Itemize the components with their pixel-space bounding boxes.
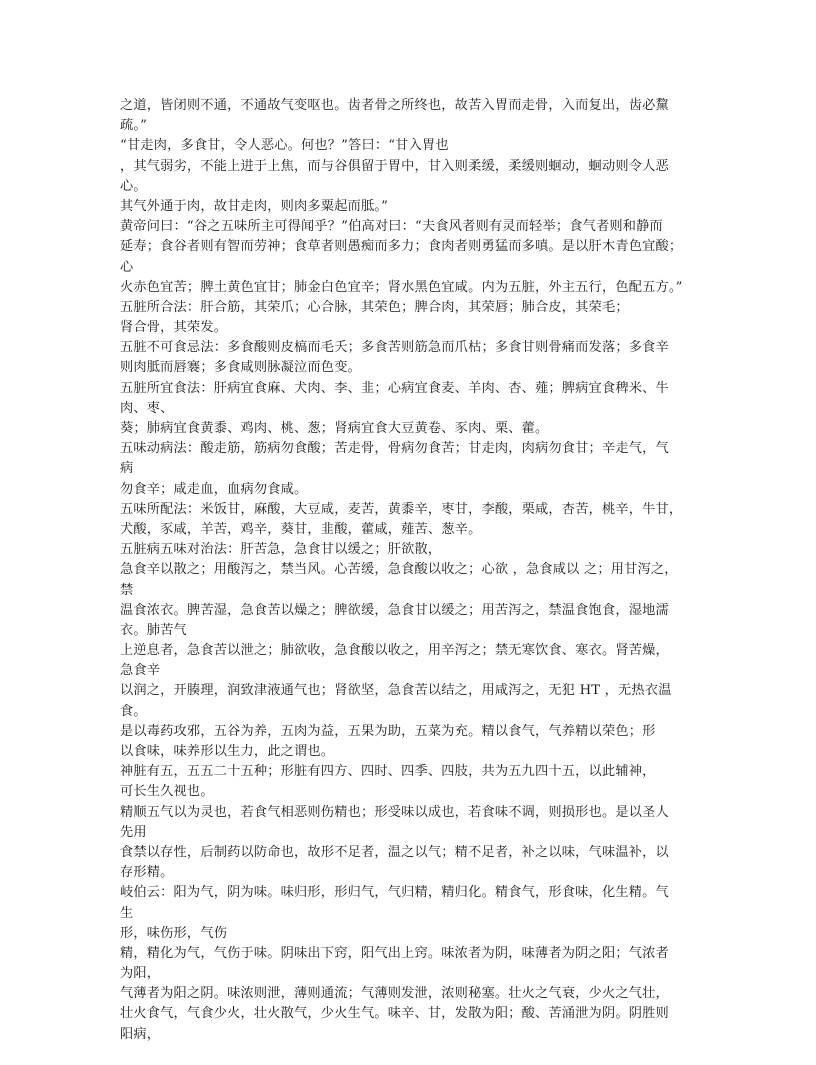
text-line: 心。 [120,178,147,194]
text-line: 勿食辛；咸走血，血病勿食咸。 [120,481,308,497]
text-line: 阳病， [120,1026,161,1042]
text-line: 五味所配法：米饭甘，麻酸，大豆咸，麦苦，黄黍辛，枣甘，李酸，栗咸，杏苦，桃辛，牛甘， [120,501,683,517]
text-line: 食。 [120,703,147,719]
text-line: ，其气弱劣，不能上进于上焦，而与谷俱留于胃中，甘入则柔缓，柔缓则蛔动，蛔动则令人恶 [120,158,669,174]
text-line: 疏。” [120,118,148,134]
text-line: 为阳， [120,966,161,982]
text-line: 葵；肺病宜食黄黍、鸡肉、桃、葱；肾病宜食大豆黄卷、豕肉、栗、藿。 [120,421,549,436]
document-page [120,96,700,1065]
text-line [120,1045,700,1065]
text-line: 肉、枣、 [120,400,174,416]
text-line: “甘走肉，多食甘，令人恶心。何也？”答曰：“甘入胃也 [120,138,449,154]
text-line: 以润之，开腠理，润致津液通气也；肾欲坚，急食苦以结之，用咸泻之，无犯 HT ，无热衣温 [120,683,672,699]
text-line: 上逆息者，急食苦以泄之；肺欲收，急食酸以收之，用辛泻之；禁无寒饮食、寒衣。肾苦燥， [120,643,669,659]
text-line: 急食辛 [120,663,161,679]
text-line: 五脏所宜食法：肝病宜食麻、犬肉、李、韭；心病宜食麦、羊肉、杏、薤；脾病宜食稗米、牛 [120,380,669,396]
text-line: 禁 [120,582,134,598]
text-line: 精顺五气以为灵也，若食气相恶则伤精也；形受味以成也，若食味不调，则损形也。是以圣人 [120,804,669,820]
text-line: 岐伯云：阳为气，阴为味。味归形，形归气，气归精，精归化。精食气，形食味，化生精。气 [120,885,669,901]
text-line: 精，精化为气，气伤于味。阴味出下窍，阳气出上窍。味浓者为阴，味薄者为阴之阳；气浓者 [120,945,669,961]
text-line: 存形精。 [120,865,174,881]
text-line: 五脏所合法：肝合筋，其荣爪；心合脉，其荣色；脾合肉，其荣唇；肺合皮，其荣毛； [120,299,629,315]
text-line: 五脏不可食忌法：多食酸则皮槁而毛夭；多食苦则筋急而爪枯；多食甘则骨痛而发落；多食辛 [120,340,669,356]
text-line: 心 [120,259,134,275]
text-line: 可长生久视也。 [120,784,214,800]
text-line: 气薄者为阳之阴。味浓则泄，薄则通流；气薄则发泄，浓则秘塞。壮火之气衰，少火之气壮， [120,986,669,1002]
text-line: 肾合骨，其荣发。 [120,320,228,336]
text-line: 五脏病五味对治法：肝苦急，急食甘以缓之；肝欲散， [120,542,442,558]
text-line: 食禁以存性，后制药以防命也，故形不足者，温之以气；精不足者，补之以味，气味温补，以 [120,844,669,860]
text-line: 犬酸，豕咸，羊苦，鸡辛，葵甘，韭酸，藿咸，薤苦、葱辛。 [120,521,482,537]
text-line: 是以毒药攻邪，五谷为养，五肉为益，五果为助，五菜为充。精以食气，气养精以荣色；形 [120,723,656,739]
text-line: 其气外通于肉，故甘走肉，则肉多粟起而胝。” [120,198,389,214]
text-line: 则肉胝而唇褰；多食咸则脉凝泣而色变。 [120,360,361,376]
text-line: 之道，皆闭则不通，不通故气变呕也。齿者骨之所终也，故苦入胃而走骨，入而复出，齿必黧 [120,98,669,113]
text-line: 急食辛以散之；用酸泻之，禁当风。心苦缓，急食酸以收之；心欲 ，急食咸以 之；用甘泻之， [120,562,678,578]
text-line: 衣。肺苦气 [120,622,187,638]
text-line: 神脏有五，五五二十五种；形脏有四方、四时、四季、四肢，共为五九四十五，以此辅神， [120,764,656,780]
text-line: 五味动病法：酸走筋，筋病勿食酸；苦走骨，骨病勿食苦；甘走肉，肉病勿食甘；辛走气，气 [120,441,669,457]
text-line: 壮火食气，气食少火，壮火散气，少火生气。味辛、甘，发散为阳；酸、苦涌泄为阴。阴胜则 [120,1006,669,1022]
text-line: 先用 [120,824,147,840]
text-line: 以食味，味养形以生力，此之谓也。 [120,744,335,759]
text-line: 延寿；食谷者则有智而劳神；食草者则愚痴而多力；食肉者则勇猛而多嗔。是以肝木青色宜酸； [120,239,683,255]
text-line: 黄帝问曰：“谷之五味所主可得闻乎？”伯高对曰：“夫食风者则有灵而轻举；食气者则和静而 [120,219,663,235]
text-line: 病 [120,461,134,477]
text-line: 火赤色宜苦；脾土黄色宜甘；肺金白色宜辛；肾水黑色宜咸。内为五脏，外主五行，色配五方。” [120,279,683,295]
text-line: 温食浓衣。脾苦湿，急食苦以燥之；脾欲缓，急食甘以缓之；用苦泻之，禁温食饱食，湿地濡 [120,602,669,618]
text-line: 生 [120,905,134,921]
text-line: 形，味伤形，气伤 [120,925,228,941]
